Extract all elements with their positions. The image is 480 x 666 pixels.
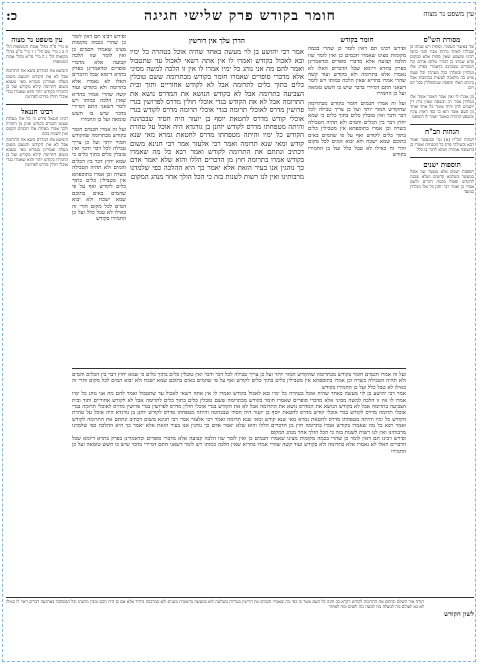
tosafot-column [72, 34, 126, 364]
footer-label: לשון הקודש [444, 610, 474, 618]
ein-mishpat-text: א מיי' פ"ה מהל' אבות הטומאות הל' ה ב ג מיי' שם הל' ו ד מיי' פ"ט מהל' מקואות הל' ג ה מיי' פי"א מהל' אבות הטומאות [6, 45, 68, 66]
page-header [6, 8, 474, 30]
page-title: חומר בקודש פרק שלישי חגיגה [144, 8, 336, 24]
right-margin-column [410, 34, 474, 594]
main-text: אמר רבי יהושע בן לוי מעשה באחד שהיה אוכל בטהרה כל ימיו ובא לאכול בקודש ואמרו לו אין אתה רשאי לאכול עד שתטבול ואמר להם מה אני נוהג כל ימיו אמרו לו אין זו הלכה למשה מסיני אלא מדברי סופרים שאמרו חומר בקודש מבתרומה ששם טובלין כלים בתוך כלים לתרומה אבל לא לקודש אחוריים ותוך ובית הצביעה בתרומה אבל לא בקודש הנושא את המדרס נושא את התרומה אבל לא את הקודש בגדי אוכלי חולין מדרס לפרושין בגדי פרושין מדרס לאוכלי תרומה בגדי אוכלי תרומה מדרס לקודש בגדי אוכלי קודש מדרס לחטאת יוסף בן יועזר היה חסיד שבכהונה והיתה מטפחתו מדרס לקודש יוחנן בן גודגדא היה אוכל על טהרת הקודש כל ימיו והיתה מטפחתו מדרס לחטאת גמרא מאי שנא קודש ומאי שנא תרומה ואמר רבי אלעזר אמר רבי חנינא משום דכתיב ונתתם את התרומה לקודש ואמר רבא כל מה שאמרו בקודש אמרו בתרומה חוץ מן הדברים הללו והוא שלא יאמר אדם כך נוהגין אנו בעיר הזאת אלא יאמר כך היא ההלכה כפי שלמדנו מרבותינו ואין לנו רשות לשנות בזה כי הכל הולך אחר מנהג המקום [130, 48, 304, 181]
masoret-label: מסורת הש"ס [423, 35, 461, 44]
page-number: כ: [6, 9, 18, 24]
tosafot-text-2: ועל זה אמרו חכמים חומר בקודש מבתרומה שהקודש חמור יותר ועל כן צריך טבילה לכל דבר ודבר ואין טובלין כלים בתוך כלים כי שמא יחוץ דבר בין הכלים והמים ולא תהיה הטבילה כשרה וכן אמרו בתוספתא אין מטבילין כלים בתוך כלים לקודש ואף על פי שהמים באים בתוכם שמא ישכח ולא יבוא המים לכל מקום והרי זה כאילו לא טבל כלל ועל כן החמירו בקודש [72, 126, 126, 223]
lower-text-2: אמר רבי יהושע בן לוי מעשה באחד שהיה אוכל בטהרה כל ימיו ובא לאכול בקודש ואמרו לו אין אתה רשאי לאכול עד שתטבול ואמר להם מה אני נוהג כל ימיו אמרו לו אין זו הלכה למשה מסיני אלא מדברי סופרים שאמרו חומר בקודש מבתרומה ששם טובלין כלים בתוך כלים לתרומה אבל לא לקודש אחוריים ותוך ובית הצביעה בתרומה אבל לא בקודש הנושא את המדרס נושא את התרומה אבל לא את הקודש בגדי אוכלי חולין מדרס לפרושין בגדי פרושין מדרס לאוכלי תרומה בגדי אוכלי תרומה מדרס לקודש בגדי אוכלי קודש מדרס לחטאת יוסף בן יועזר היה חסיד שבכהונה והיתה מטפחתו מדרס לקודש יוחנן בן גודגדא היה אוכל על טהרת הקודש כל ימיו והיתה מטפחתו מדרס לחטאת גמרא מאי שנא קודש ומאי שנא תרומה ואמר רבי אלעזר אמר רבי חנינא משום דכתיב ונתתם את התרומה לקודש ואמר רבא כל מה שאמרו בקודש אמרו בתרומה חוץ מן הדברים הללו והוא שלא יאמר אדם כך נוהגין אנו בעיר הזאת אלא יאמר כך היא ההלכה כפי שלמדנו מרבותינו ואין לנו רשות לשנות בזה כי הכל הולך אחר מנהג המקום [72, 391, 406, 436]
rashi-head: חומר בקודש [340, 35, 374, 44]
rabbeinu-chananel-text: רבינו חננאל פירש כי כל אלו מעלות שעשו חכמים בקודש ואינן מן התורה ולכך אמרו מעלות אלו חכמים תקנום ואין לשנות בהם [6, 117, 68, 138]
rashi-text: ופירש רבינו תם דאין לומר כן שהרי בכמה מקומות מצינו שאמרו חכמים כן ואין לומר שזו הלכה קבועה אלא מדברי סופרים וכדאמרינן בפרק בתרא דיומא שכל הדברים האלו לא נאמרו אלא בתרומה ולא בקודש ועוד קשה שהרי אמרו בהדיא שאין הלכה כמותו ויש לומר דשאני התם דמיירי בדבר שיש בו חשש טומאה ועל כן החמירו [308, 46, 406, 98]
rabbeinu-chananel-label: רבינו חננאל [21, 107, 53, 117]
lower-commentary [72, 368, 406, 596]
masoret-text: ובד באשור העומר. ופוחת ויש שמתו כן שנולדו לאחר מיתת אביו והכי כחבו רבינו ומשמע שאין פחות אלא במקום שיש שמתו כן דבורו שלום אחים וכל הנוכרים שבכתוב כדאמרי בפרק אלו מגלחין ובשלהי בכל מערבין וכל שעה שיש בה מלאכה לעשות בכתובתו אבל בימים האלו והפסח שמתפללין בכל יום ויום [410, 45, 474, 91]
lower-text: ועל זה אמרו חכמים חומר בקודש מבתרומה שהקודש חמור יותר ועל כן צריך טבילה לכל דבר ודבר ואין טובלין כלים בתוך כלים כי שמא יחוץ דבר בין הכלים והמים ולא תהיה הטבילה כשרה וכן אמרו בתוספתא אין מטבילין כלים בתוך כלים לקודש ואף על פי שהמים באים בתוכם שמא ישכח ולא יבוא המים לכל מקום והרי זה כאילו לא טבל כלל ועל כן החמירו בקודש [72, 372, 406, 391]
hagahot-text: הגהות הב"ח (א) גמ' ובמעשר ואמר רבא ובשילהי פרק כל המנחות ואמרו כן בתשובה אמורה ושלא לדבר בו כלל [410, 137, 474, 153]
rashi-column [308, 34, 406, 364]
left-margin-column [6, 34, 68, 594]
masoret-text-2: מן אמרו לו ואין אמר ויאמר אומר אלו מגלחין אמר רב ובשעה שאין בית דין יושבים לדון והיה אומר כל אחד ואחד מן העם אשר הוא בו כפי ראות עיניו ומשפט התורה כאשר יאמר לו השופט [410, 94, 474, 121]
rashi-text-2: ועל זה אמרו חכמים חומר בקודש מבתרומה שהקודש חמור יותר ועל כן צריך טבילה לכל דבר ודבר ואין טובלין כלים בתוך כלים כי שמא יחוץ דבר בין הכלים והמים ולא תהיה הטבילה כשרה וכן אמרו בתוספתא אין מטבילין כלים בתוך כלים לקודש ואף על פי שהמים באים בתוכם שמא ישכח ולא יבוא המים לכל מקום והרי זה כאילו לא טבל כלל ועל כן החמירו בקודש [308, 100, 406, 158]
lower-text-3: ופירש רבינו תם דאין לומר כן שהרי בכמה מקומות מצינו שאמרו חכמים כן ואין לומר שזו הלכה קבועה אלא מדברי סופרים וכדאמרינן בפרק בתרא דיומא שכל הדברים האלו לא נאמרו אלא בתרומה ולא בקודש ועוד קשה שהרי אמרו בהדיא שאין הלכה כמותו ויש לומר דשאני התם דמיירי בדבר שיש בו חשש טומאה ועל כן החמירו [72, 436, 406, 455]
rabbeinu-chananel-text-2: והנושא את המדרס נושא את התרומה אבל לא את הקודש והטעם משום מעלה ואמרינן בגמרא מאי טעמא משום דתרומה קילא מקודש ועל כן החמירו בקודש יותר והוא שאמרו בגדי אוכלי חולין מדרס לפרושין [6, 137, 68, 168]
tosafot-yeshanim-text: תוספות ישנים אלא מעשר שני אוכל במעשר בשלמא קדשים ושלא שבנת להקדש ופסול בכמה דברים ולשם אמרו כן ואמר רבי יוחנן כל אלו מגלחין במועד [410, 169, 474, 196]
footer-text: תורה אור השלם ונתתם את התרומה לקודש ויקרא כב והנה כל העם אשר בו כפי מה שאמרו חכמים אין דורשין בעריות בשלשה ולא במעשה בראשית בשנים ולא במרכבה ביחיד אלא אם כן היה חכם ומבין מדעתו וכל המסתכל בארבעה דברים ראוי לו כאילו לא בא לעולם מה למעלה מה למטה מה לפנים ומה לאחור [6, 600, 424, 611]
section-head: הדרן עלך אין דורשין [189, 36, 245, 45]
main-text-column [130, 34, 304, 364]
margin-label: עין משפט נר מצוה [423, 10, 474, 18]
tosafot-text: ופירש רבינו תם דאין לומר כן שהרי בכמה מקומות מצינו שאמרו חכמים כן ואין לומר שזו הלכה קבועה אלא מדברי סופרים וכדאמרינן בפרק בתרא דיומא שכל הדברים האלו לא נאמרו אלא בתרומה ולא בקודש ועוד קשה שהרי אמרו בהדיא שאין הלכה כמותו ויש לומר דשאני התם דמיירי בדבר שיש בו חשש טומאה ועל כן החמירו [72, 34, 126, 124]
tosafot-yeshanim-label: תוספות ישנים [423, 159, 461, 169]
ein-mishpat-label: עין משפט נר מצוה [11, 35, 63, 44]
header-rule [6, 30, 474, 31]
page-footer [6, 600, 474, 658]
hagahot-label: הגהות הב"ח [424, 127, 460, 137]
ein-mishpat-text-2: והנושא את המדרס נושא את התרומה אבל לא את הקודש והטעם משום מעלה ואמרינן בגמרא מאי טעמא משום דתרומה קילא מקודש ועל כן החמירו בקודש יותר והוא שאמרו בגדי אוכלי חולין מדרס לפרושין [6, 69, 68, 100]
